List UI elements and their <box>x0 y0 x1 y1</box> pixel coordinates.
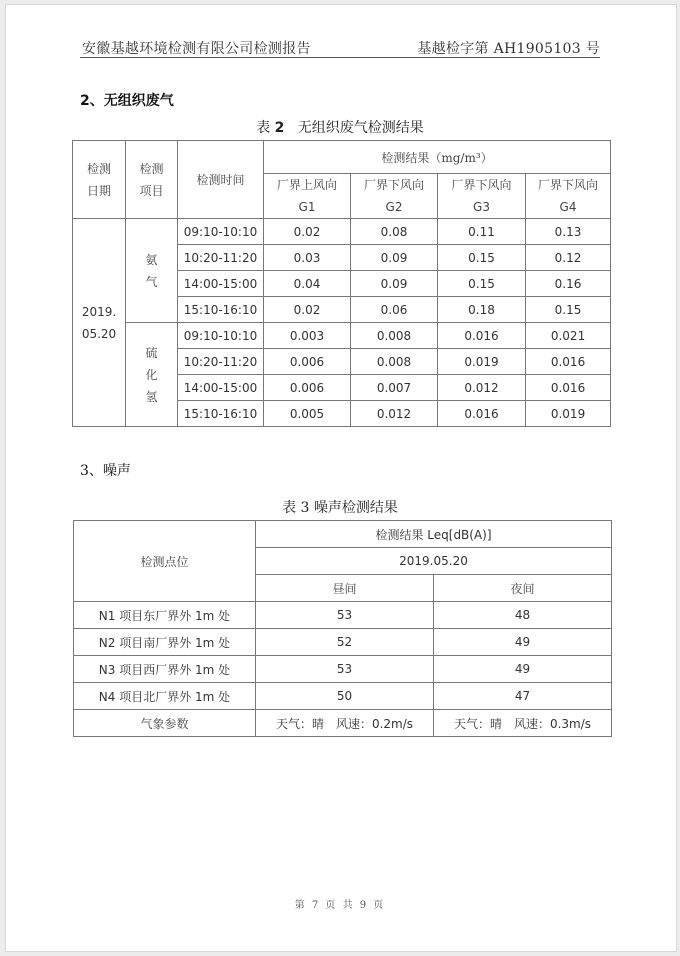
value-cell: 0.016 <box>526 375 611 401</box>
result-group-label: 检测结果 Leq[dB(A)] <box>375 527 492 542</box>
time-cell: 14:00-15:00 <box>178 271 264 297</box>
location-cell: N4 项目北厂界外 1m 处 <box>74 683 256 710</box>
fugitive-gas-table <box>72 140 611 427</box>
section-2-title: 2、无组织废气 <box>80 93 174 109</box>
value-cell: 0.012 <box>438 375 526 401</box>
weather-label: 气象参数 <box>74 710 256 737</box>
caption-text: 无组织废气检测结果 <box>297 120 424 136</box>
value-cell: 0.007 <box>351 375 438 401</box>
sampling-date <box>73 219 126 427</box>
header-item-line2: 项目 <box>139 183 164 198</box>
value-cell: 0.15 <box>438 271 526 297</box>
value-cell: 0.04 <box>264 271 351 297</box>
table-row <box>74 683 612 710</box>
item-char: 氢 <box>145 389 158 404</box>
item-char: 硫 <box>145 345 158 360</box>
header-day: 昼间 <box>256 575 434 602</box>
date-line2: 05.20 <box>81 326 117 341</box>
caption-number: 2 <box>274 120 285 136</box>
location-cell: N1 项目东厂界外 1m 处 <box>74 602 256 629</box>
item-char: 化 <box>145 367 158 382</box>
value-cell: 0.12 <box>526 245 611 271</box>
point-desc: 厂界下风向 <box>538 178 599 192</box>
value-cell: 0.021 <box>526 323 611 349</box>
point-code: G1 <box>298 200 316 214</box>
value-cell: 0.012 <box>351 401 438 427</box>
time-cell: 09:10-10:10 <box>178 323 264 349</box>
point-desc: 厂界上风向 <box>276 178 337 192</box>
value-cell: 0.006 <box>264 375 351 401</box>
value-cell: 0.15 <box>526 297 611 323</box>
header-date <box>73 141 126 219</box>
header-result-group: 检测结果（mg/m³） <box>264 141 611 174</box>
value-cell: 0.09 <box>351 271 438 297</box>
header-point-g4 <box>526 174 611 219</box>
value-cell: 0.016 <box>438 323 526 349</box>
time-cell: 10:20-11:20 <box>178 245 264 271</box>
value-cell: 0.019 <box>526 401 611 427</box>
time-cell: 15:10-16:10 <box>178 401 264 427</box>
night-value: 49 <box>434 656 612 683</box>
section-3-title: 3、噪声 <box>80 463 131 479</box>
header-date-line1: 检测 <box>86 161 111 176</box>
day-value: 53 <box>256 656 434 683</box>
value-cell: 0.003 <box>264 323 351 349</box>
header-point-g2 <box>351 174 438 219</box>
date-line1: 2019. <box>81 304 117 319</box>
value-cell: 0.008 <box>351 323 438 349</box>
location-cell: N2 项目南厂界外 1m 处 <box>74 629 256 656</box>
day-value: 50 <box>256 683 434 710</box>
value-cell: 0.008 <box>351 349 438 375</box>
point-code: G3 <box>473 200 490 214</box>
table-row <box>73 323 611 349</box>
day-value: 53 <box>256 602 434 629</box>
item-char: 氨 <box>145 252 158 267</box>
table-row <box>74 656 612 683</box>
header-time: 检测时间 <box>178 141 264 219</box>
report-number: 基越检字第 AH1905103 号 <box>417 41 600 57</box>
weather-row <box>74 710 612 737</box>
caption-prefix: 表 <box>256 120 271 136</box>
table-2-caption <box>0 117 680 137</box>
table-3-caption: 表 3 噪声检测结果 <box>282 500 398 516</box>
value-cell: 0.016 <box>526 349 611 375</box>
value-cell: 0.15 <box>438 245 526 271</box>
value-cell: 0.005 <box>264 401 351 427</box>
value-cell: 0.03 <box>264 245 351 271</box>
value-cell: 0.18 <box>438 297 526 323</box>
value-cell: 0.08 <box>351 219 438 245</box>
value-cell: 0.006 <box>264 349 351 375</box>
header-date-line2: 日期 <box>86 183 111 198</box>
night-value: 47 <box>434 683 612 710</box>
value-cell: 0.16 <box>526 271 611 297</box>
page-indicator: 第 7 页 共 9 页 <box>294 900 386 911</box>
item-ammonia <box>126 219 178 323</box>
value-cell: 0.11 <box>438 219 526 245</box>
point-desc: 厂界下风向 <box>451 178 512 192</box>
location-cell: N3 项目西厂界外 1m 处 <box>74 656 256 683</box>
header-night: 夜间 <box>434 575 612 602</box>
header-item <box>126 141 178 219</box>
item-char: 气 <box>145 274 158 289</box>
weather-day: 天气：晴 风速：0.2m/s <box>256 710 434 737</box>
item-hydrogen-sulfide <box>126 323 178 427</box>
header-item-line1: 检测 <box>139 161 164 176</box>
value-cell: 0.02 <box>264 297 351 323</box>
point-code: G4 <box>559 200 577 214</box>
value-cell: 0.06 <box>351 297 438 323</box>
time-cell: 09:10-10:10 <box>178 219 264 245</box>
value-cell: 0.13 <box>526 219 611 245</box>
company-report-title: 安徽基越环境检测有限公司检测报告 <box>82 41 311 57</box>
point-desc: 厂界下风向 <box>363 178 424 192</box>
header-date: 2019.05.20 <box>256 548 612 575</box>
value-cell: 0.019 <box>438 349 526 375</box>
header-divider <box>80 57 600 58</box>
value-cell: 0.016 <box>438 401 526 427</box>
noise-table <box>73 520 612 737</box>
header-result-group <box>256 521 612 548</box>
night-value: 49 <box>434 629 612 656</box>
table-row <box>74 602 612 629</box>
weather-night: 天气：晴 风速：0.3m/s <box>434 710 612 737</box>
value-cell: 0.09 <box>351 245 438 271</box>
night-value: 48 <box>434 602 612 629</box>
time-cell: 10:20-11:20 <box>178 349 264 375</box>
header-point-g3 <box>438 174 526 219</box>
time-cell: 14:00-15:00 <box>178 375 264 401</box>
value-cell: 0.02 <box>264 219 351 245</box>
table-row <box>74 629 612 656</box>
header-location: 检测点位 <box>74 521 256 602</box>
day-value: 52 <box>256 629 434 656</box>
header-point-g1 <box>264 174 351 219</box>
point-code: G2 <box>385 200 403 214</box>
table-row <box>73 219 611 245</box>
time-cell: 15:10-16:10 <box>178 297 264 323</box>
